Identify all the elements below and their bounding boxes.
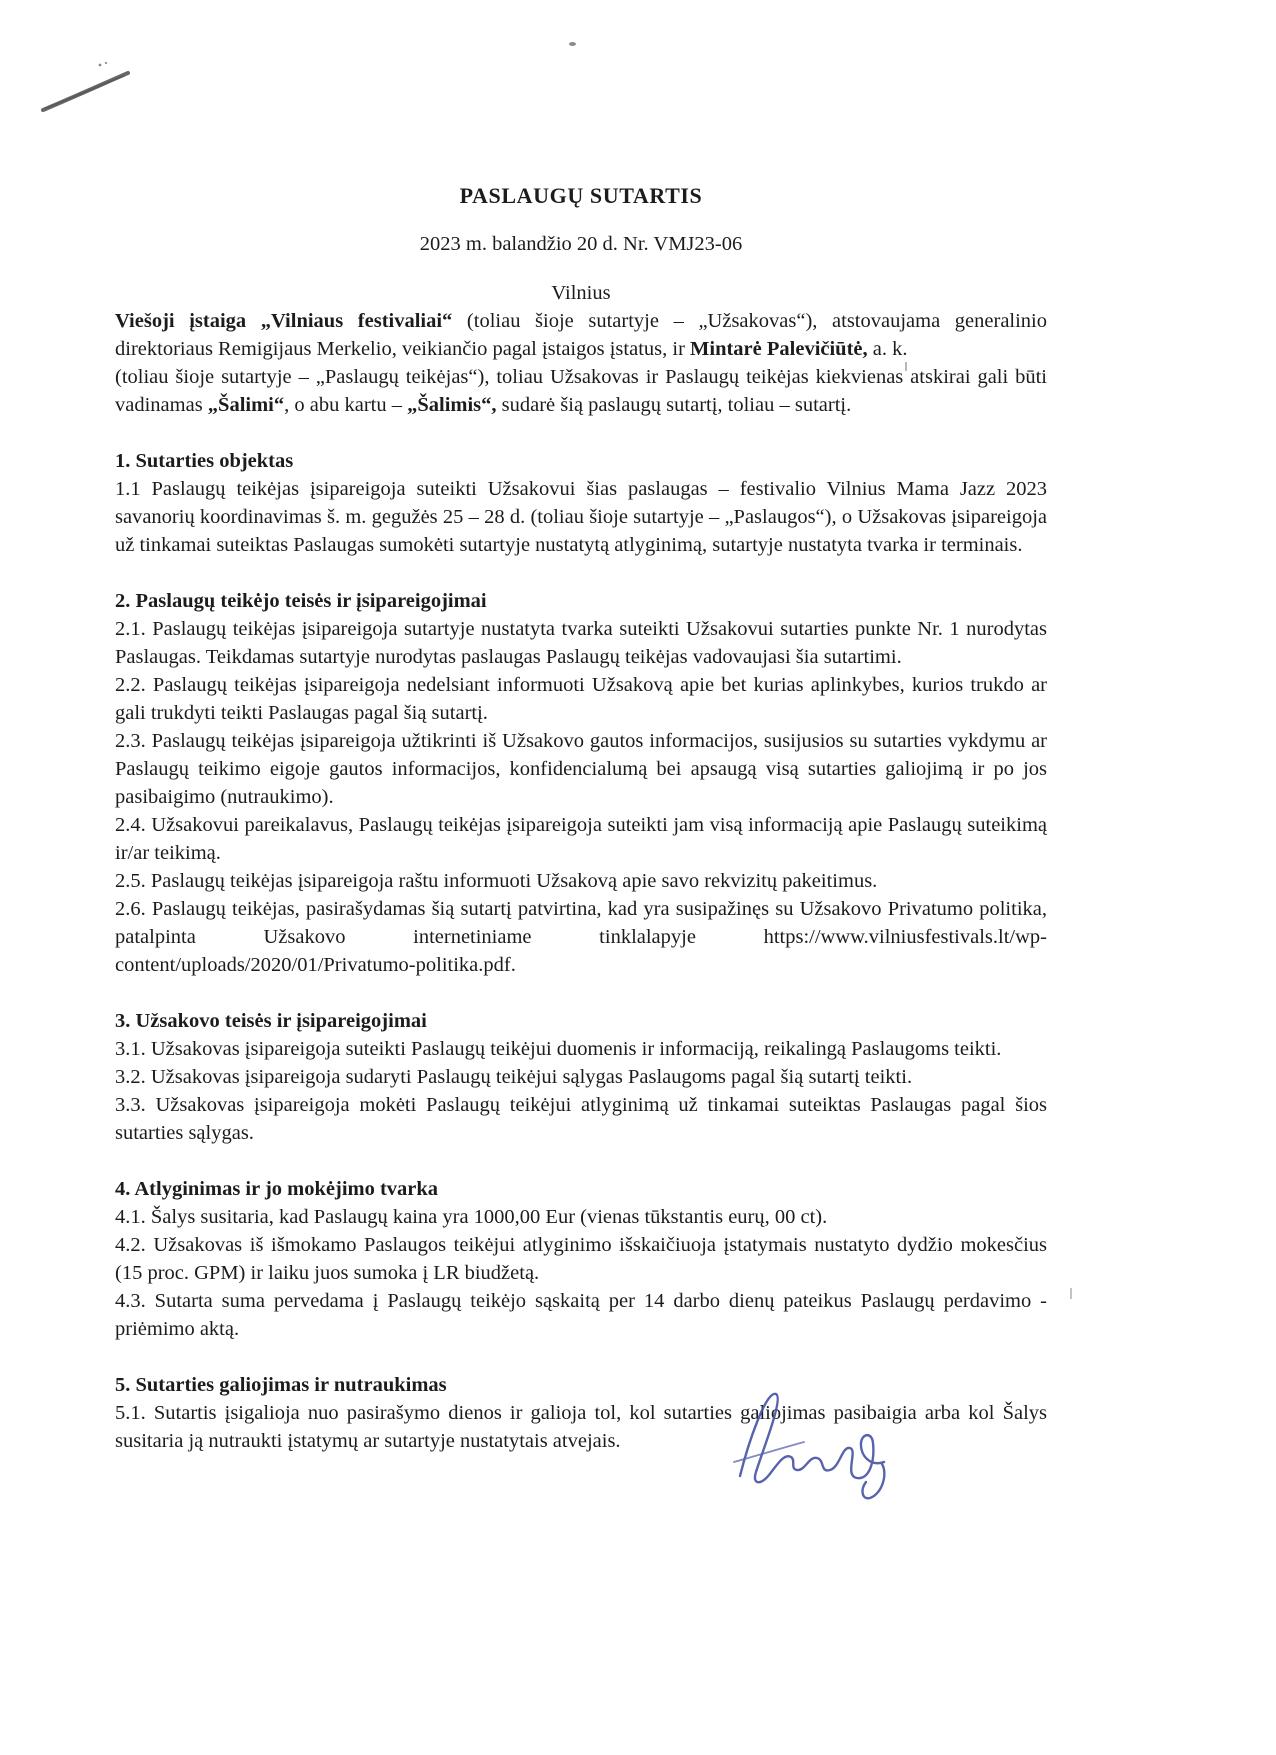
- intro-text: , o abu kartu –: [284, 394, 408, 416]
- intro-text: sudarė šią paslaugų sutartį, toliau – sutartį.: [496, 394, 852, 416]
- section-2-provider-obligations: [115, 587, 1047, 979]
- clause-3-2: 3.2. Užsakovas įsipareigoja sudaryti Paslaugų teikėjui sąlygas Paslaugoms pagal šią sutartį teikti.: [115, 1066, 913, 1088]
- document-body: [115, 0, 1047, 1455]
- document-title: PASLAUGŲ SUTARTIS: [459, 183, 703, 208]
- clause-2-3: 2.3. Paslaugų teikėjas įsipareigoja užtikrinti iš Užsakovo gautos informacijos, susijusios su sutarties vykdymu ar Paslaugų teikimo eigoje gautos informacijos, konfidencialumą bei apsaugą visą sutarties galiojimą ir po jos pasibaigimo (nutraukimo).: [115, 730, 1047, 808]
- section-heading: 4. Atlyginimas ir jo mokėjimo tvarka: [115, 1178, 439, 1200]
- section-4-payment: [115, 1175, 1047, 1343]
- client-party-name: Viešoji įstaiga „Vilniaus festivaliai“: [115, 310, 453, 332]
- intro-text: a. k.: [867, 338, 908, 360]
- clause-2-1: 2.1. Paslaugų teikėjas įsipareigoja sutartyje nustatyta tvarka suteikti Užsakovui sutarties punkte Nr. 1 nurodytas Paslaugas. Teikdamas sutartyje nurodytas paslaugas Paslaugų teikėjas vadovaujasi šia sutartimi.: [115, 618, 1047, 668]
- intro-paragraph: [115, 307, 1047, 419]
- section-5-validity-termination: [115, 1371, 1047, 1455]
- clause-4-1: 4.1. Šalys susitaria, kad Paslaugų kaina yra 1000,00 Eur (vienas tūkstantis eurų, 00 ct).: [115, 1206, 828, 1228]
- clause-2-6: 2.6. Paslaugų teikėjas, pasirašydamas šią sutartį patvirtina, kad yra susipažinęs su Užsakovo Privatumo politika, patalpinta Užsakovo internetiniame tinklalapyje https://www.vilniusfestivals.lt/wp-content/uploads/2020/01/Privatumo-politika.pdf.: [115, 898, 1047, 976]
- section-heading: 2. Paslaugų teikėjo teisės ir įsipareigojimai: [115, 590, 487, 612]
- clause-5-1: 5.1. Sutartis įsigalioja nuo pasirašymo dienos ir galioja tol, kol sutarties galiojimas pasibaigia arba kol Šalys susitaria ją nutraukti įstatymų ar sutartyje nustatytais atvejais.: [115, 1402, 1047, 1452]
- clause-2-4: 2.4. Užsakovui pareikalavus, Paslaugų teikėjas įsipareigoja suteikti jam visą informaciją apie Paslaugų suteikimą ir/ar teikimą.: [115, 814, 1047, 864]
- section-heading: 1. Sutarties objektas: [115, 450, 294, 472]
- document-city: Vilnius: [551, 282, 611, 304]
- section-heading: 5. Sutarties galiojimas ir nutraukimas: [115, 1374, 447, 1396]
- clause-2-5: 2.5. Paslaugų teikėjas įsipareigoja raštu informuoti Užsakovą apie savo rekvizitų pakeitimus.: [115, 870, 878, 892]
- clause-1-1: 1.1 Paslaugų teikėjas įsipareigoja suteikti Užsakovui šias paslaugas – festivalio Vilnius Mama Jazz 2023 savanorių koordinavimas š. m. gegužės 25 – 28 d. (toliau šioje sutartyje – „Paslaugos“), o Užsakovas įsipareigoja už tinkamai suteiktas Paslaugas sumokėti sutartyje nustatytą atlyginimą, sutartyje nustatyta tvarka ir terminais.: [115, 478, 1047, 556]
- section-heading: 3. Užsakovo teisės ir įsipareigojimai: [115, 1010, 427, 1032]
- clause-4-3: 4.3. Sutarta suma pervedama į Paslaugų teikėjo sąskaitą per 14 darbo dienų pateikus Paslaugų perdavimo - priėmimo aktą.: [115, 1290, 1047, 1340]
- intro-text: (toliau šioje sutartyje – „Užsakovas“), atstovaujama generalinio direktoriaus Remigijaus Merkelio, veikiančio pagal įstaigos įstatus, ir: [115, 310, 1048, 360]
- document-date-number: 2023 m. balandžio 20 d. Nr. VMJ23-06: [419, 233, 743, 255]
- scan-tick-mark: [1070, 1288, 1072, 1299]
- intro-text: (toliau šioje sutartyje – „Paslaugų teikėjas“), toliau Užsakovas ir Paslaugų teikėjas kiekvienas atskirai gali būti vadinamas: [115, 366, 1047, 416]
- provider-party-name: Mintarė Palevičiūtė,: [690, 338, 868, 360]
- clause-2-2: 2.2. Paslaugų teikėjas įsipareigoja nedelsiant informuoti Užsakovą apie bet kurias aplinkybes, kurios trukdo ar gali trukdyti teikti Paslaugas pagal šią sutartį.: [115, 674, 1047, 724]
- clause-3-3: 3.3. Užsakovas įsipareigoja mokėti Paslaugų teikėjui atlyginimą už tinkamai suteiktas Paslaugas pagal šios sutarties sąlygas.: [115, 1094, 1047, 1144]
- clause-4-2: 4.2. Užsakovas iš išmokamo Paslaugos teikėjui atlyginimo išskaičiuoja įstatymais nustatyto dydžio mokesčius (15 proc. GPM) ir laiku juos sumoka į LR biudžetą.: [115, 1234, 1047, 1284]
- term-salimi: „Šalimi“: [207, 394, 285, 416]
- term-salimis: „Šalimis“,: [407, 394, 497, 416]
- clause-3-1: 3.1. Užsakovas įsipareigoja suteikti Paslaugų teikėjui duomenis ir informaciją, reikalingą Paslaugoms teikti.: [115, 1038, 1002, 1060]
- section-1-subject: [115, 447, 1047, 559]
- signature: [712, 1372, 897, 1507]
- section-3-client-obligations: [115, 1007, 1047, 1147]
